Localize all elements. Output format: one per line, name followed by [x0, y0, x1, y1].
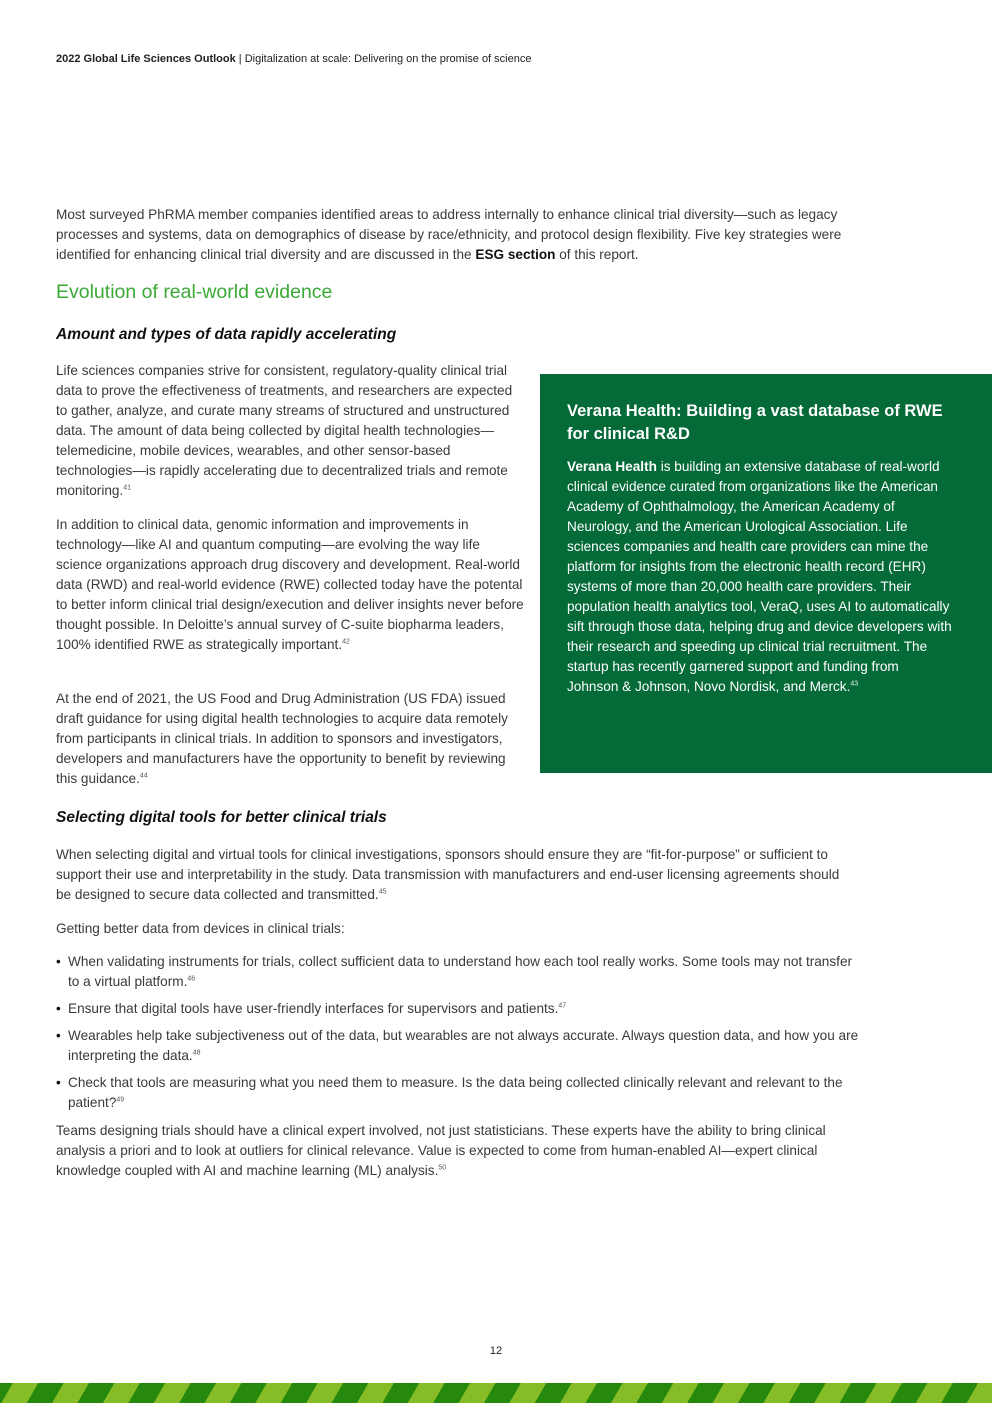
running-header — [56, 53, 531, 65]
list-item-text: Wearables help take subjectiveness out of the data, but wearables are not always accurate. Always question data, and how you are interpreting the data. — [68, 1028, 859, 1063]
report-title: 2022 Global Life Sciences Outlook — [56, 53, 236, 65]
footnote-ref[interactable]: 48 — [192, 1049, 201, 1057]
subsection-heading-tools: Selecting digital tools for better clinical trials — [56, 809, 387, 826]
footnote-ref[interactable]: 46 — [187, 975, 196, 983]
section-heading: Evolution of real-world evidence — [56, 281, 333, 303]
footnote-ref[interactable]: 50 — [438, 1164, 447, 1172]
list-item — [56, 999, 866, 1019]
report-subtitle: Digitalization at scale: Delivering on the promise of science — [244, 53, 532, 65]
list-item-text: Ensure that digital tools have user-friendly interfaces for supervisors and patients. — [68, 1001, 559, 1016]
footnote-ref[interactable]: 43 — [850, 680, 859, 688]
case-study-box — [540, 374, 992, 773]
body-paragraph — [56, 845, 856, 905]
paragraph-text: In addition to clinical data, genomic information and improvements in technology—like AI and quantum computing—are evolving the way life science organizations approach drug discovery and development. Real-world data (RWD) and real-world evidence (RWE) collected today have the potental to better inform clinical trial design/execution and deliver insights never before thought possible. In Deloitte’s annual survey of C-suite biopharma leaders, 100% identified RWE as strategically important. — [56, 517, 524, 652]
case-study-body — [567, 457, 952, 697]
case-study-title: Verana Health: Building a vast database of RWE for clinical R&D — [567, 402, 943, 443]
list-intro: Getting better data from devices in clinical trials: — [56, 921, 345, 936]
body-paragraph — [56, 515, 526, 655]
paragraph-text: Teams designing trials should have a clinical expert involved, not just statisticians. These experts have the ability to bring clinical analysis a priori and to look at outliers for clinical relevance. Value is expected to come from human-enabled AI—expert clinical knowledge coupled with AI and machine learning (ML) analysis. — [56, 1123, 826, 1178]
case-study-text: is building an extensive database of real-world clinical evidence curated from organizations like the American Academy of Ophthalmology, the American Academy of Neurology, and the American Urological Association. Life sciences companies and health care providers can mine the platform for insights from the electronic health record (EHR) systems of more than 20,000 health care providers. Their population health analytics tool, VeraQ, uses AI to automatically sift through those data, helping drug and device developers with their research and speeding up clinical trial recruitment. The startup has recently garnered support and funding from Johnson & Johnson, Novo Nordisk, and Merck. — [567, 459, 952, 694]
paragraph-text: Life sciences companies strive for consistent, regulatory-quality clinical trial data to prove the effectiveness of treatments, and researchers are expected to gather, analyze, and curate many streams of structured and unstructured data. The amount of data being collected by digital health technologies—telemedicine, mobile devices, wearables, and other sensor-based technologies—is rapidly accelerating due to decentralized trials and remote monitoring. — [56, 363, 513, 498]
list-item — [56, 952, 866, 992]
intro-text: Most surveyed PhRMA member companies identified areas to address internally to enhance clinical trial diversity—such as legacy processes and systems, data on demographics of disease by race/ethnicity, and protocol design flexibility. Five key strategies were identified for enhancing clinical trial diversity and are discussed in the — [56, 207, 842, 262]
page-number: 12 — [489, 1345, 503, 1357]
footnote-ref[interactable]: 47 — [558, 1002, 567, 1010]
paragraph-text: At the end of 2021, the US Food and Drug Administration (US FDA) issued draft guidance for using digital health technologies to acquire data remotely from participants in clinical trials. In addition to sponsors and investigators, developers and manufacturers have the opportunity to benefit by reviewing this guidance. — [56, 691, 508, 786]
bullet-list — [56, 952, 866, 1120]
footnote-ref[interactable]: 41 — [123, 484, 132, 492]
esg-section-link[interactable]: ESG section — [475, 247, 556, 262]
footnote-ref[interactable]: 42 — [342, 638, 350, 646]
footnote-ref[interactable]: 44 — [139, 772, 148, 780]
list-item — [56, 1073, 866, 1113]
footnote-ref[interactable]: 49 — [116, 1096, 125, 1104]
intro-paragraph — [56, 205, 846, 265]
paragraph-text: When selecting digital and virtual tools for clinical investigations, sponsors should ensure they are “fit-for-purpose” or sufficient to support their use and interpretability in the study. Data transmission with manufacturers and end-user licensing agreements should be designed to secure data collected and transmitted. — [56, 847, 840, 902]
body-paragraph — [56, 361, 524, 501]
subsection-heading-data: Amount and types of data rapidly accelerating — [56, 326, 397, 343]
intro-text-end: of this report. — [555, 247, 639, 262]
body-paragraph — [56, 689, 526, 789]
case-study-company: Verana Health — [567, 459, 657, 474]
body-paragraph — [56, 1121, 836, 1181]
list-item-text: Check that tools are measuring what you need them to measure. Is the data being collected clinically relevant and relevant to the patient? — [68, 1075, 843, 1110]
header-separator: | — [235, 53, 245, 65]
list-item-text: When validating instruments for trials, collect sufficient data to understand how each tool really works. Some tools may not transfer to a virtual platform. — [68, 954, 853, 989]
footnote-ref[interactable]: 45 — [378, 888, 387, 896]
list-item — [56, 1026, 866, 1066]
footer-stripe-decoration — [0, 1383, 992, 1403]
